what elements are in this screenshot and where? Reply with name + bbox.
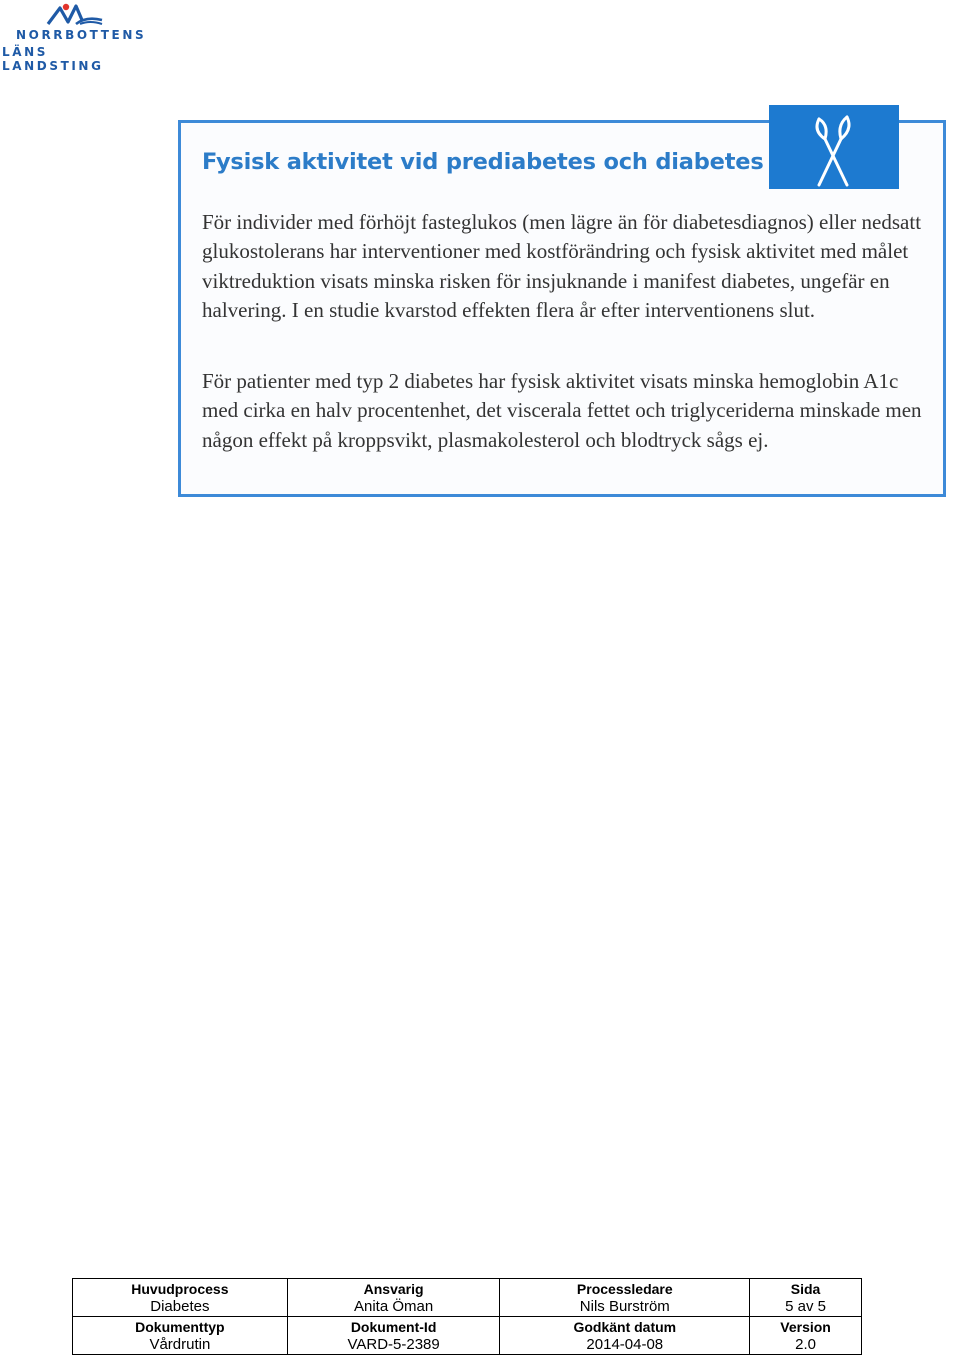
- footer-value-godkant: 2014-04-08: [586, 1336, 664, 1353]
- info-badge: [769, 105, 899, 189]
- footer-label-dokumenttyp: Dokumenttyp: [135, 1319, 225, 1335]
- footer-value-dokumentid: VARD-5-2389: [347, 1336, 440, 1353]
- info-paragraph-2: För patienter med typ 2 diabetes har fysisk aktivitet visats minska hemoglobin A1c med cirka en halv procentenhet, det viscerala fettet och triglyceriderna minskade men någon effekt på kroppsvikt, plasmakolesterol och blodtryck sågs ej.: [202, 369, 922, 452]
- footer-value-dokumenttyp: Vårdrutin: [149, 1336, 211, 1353]
- footer-label-huvudprocess: Huvudprocess: [131, 1281, 229, 1297]
- footer-value-huvudprocess: Diabetes: [150, 1298, 210, 1315]
- footer-label-processledare: Processledare: [576, 1281, 673, 1297]
- footer-value-ansvarig: Anita Öman: [353, 1298, 434, 1315]
- org-name-line1: NORRBOTTENS: [16, 28, 147, 42]
- footer-value-sida: 5 av 5: [785, 1298, 826, 1315]
- footer-cell-dokumenttyp: [73, 1317, 288, 1355]
- footer-cell-godkant: [500, 1317, 750, 1355]
- footer-label-ansvarig: Ansvarig: [363, 1281, 424, 1297]
- norrbotten-logo-icon: [46, 2, 104, 26]
- footer-cell-huvudprocess: [73, 1279, 288, 1317]
- document-footer-table: [72, 1278, 862, 1355]
- org-name-line2: LÄNS LANDSTING: [2, 45, 104, 73]
- footer-label-sida: Sida: [790, 1281, 821, 1297]
- footer-cell-ansvarig: [287, 1279, 500, 1317]
- footer-row-1: [73, 1279, 862, 1317]
- footer-label-godkant: Godkänt datum: [573, 1319, 677, 1335]
- info-paragraph-1: För individer med förhöjt fasteglukos (men lägre än för diabetesdiagnos) eller nedsatt glukostolerans har interventioner med kostförändring och fysisk aktivitet med målet viktreduktion visats minska risken för insjuknande i manifest diabetes, ungefär en halvering. I en studie kvarstod effekten flera år efter interventionens slut.: [202, 210, 922, 322]
- footer-label-dokumentid: Dokument-Id: [350, 1319, 437, 1335]
- walking-poles-icon: [807, 109, 859, 187]
- footer-cell-processledare: [500, 1279, 750, 1317]
- footer-value-processledare: Nils Burström: [579, 1298, 670, 1315]
- footer-row-2: [73, 1317, 862, 1355]
- info-box-title: Fysisk aktivitet vid prediabetes och diabetes: [202, 149, 764, 175]
- footer-label-version: Version: [780, 1319, 831, 1335]
- footer-value-version: 2.0: [795, 1336, 816, 1353]
- info-box: [178, 120, 946, 497]
- footer-cell-dokumentid: [287, 1317, 500, 1355]
- footer-cell-sida: [750, 1279, 862, 1317]
- org-logo: [2, 2, 152, 73]
- footer-cell-version: [750, 1317, 862, 1355]
